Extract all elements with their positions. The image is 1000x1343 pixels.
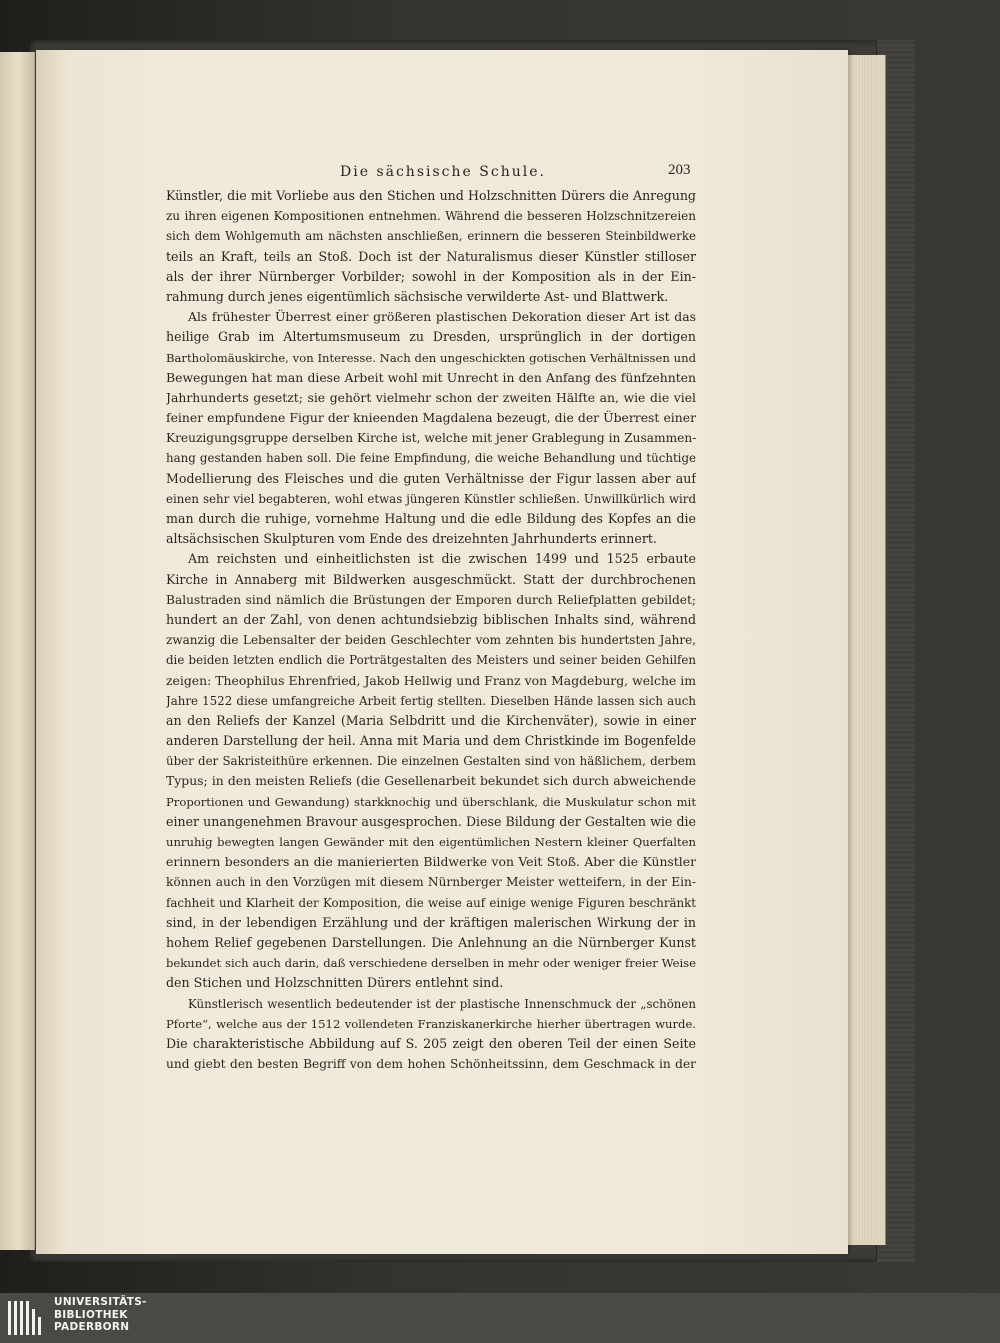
text-line: als der ihrer Nürnberger Vorbilder; sowohl in der Komposition als in der Ein- — [166, 268, 696, 284]
library-logo-text — [54, 1296, 147, 1334]
text-line: über der Sakristeithüre erkennen. Die einzelnen Gestalten sind von häßlichem, derbem — [166, 754, 696, 769]
text-line: den Stichen und Holzschnitten Dürers entlehnt sind. — [166, 975, 504, 991]
text-line: zeigen: Theophilus Ehrenfried, Jakob Hellwig und Franz von Magdeburg, welche im — [166, 672, 696, 688]
text-line: Die charakteristische Abbildung auf S. 205 zeigt den oberen Teil der einen Seite — [166, 1035, 696, 1051]
logo-line: BIBLIOTHEK — [54, 1308, 128, 1321]
text-line: an den Reliefs der Kanzel (Maria Selbdritt und die Kirchenväter), sowie in einer — [166, 712, 696, 728]
text-line: erinnern besonders an die manierierten Bildwerke von Veit Stoß. Aber die Künstler — [166, 854, 696, 870]
text-line: sich dem Wohlgemuth am nächsten anschließen, erinnern die besseren Steinbildwerke — [166, 229, 696, 244]
text-line: Künstler, die mit Vorliebe aus den Stichen und Holzschnitten Dürers die Anregung — [166, 188, 696, 203]
text-line: fachheit und Klarheit der Komposition, die weise auf einige wenige Figuren beschränkt — [166, 895, 696, 910]
text-line: Modellierung des Fleisches und die guten Verhältnisse der Figur lassen aber auf — [166, 470, 696, 486]
text-line: anderen Darstellung der heil. Anna mit Maria und dem Christkinde im Bogenfelde — [166, 733, 696, 749]
text-line: Pforte“, welche aus der 1512 vollendeten Franziskanerkirche hierher übertragen wurde. — [166, 1016, 696, 1031]
footer-bar — [0, 1293, 1000, 1343]
library-logo-icon — [6, 1297, 48, 1339]
text-line: zwanzig die Lebensalter der beiden Geschlechter vom zehnten bis hundertsten Jahre, — [166, 633, 696, 648]
text-line: die beiden letzten endlich die Porträtgestalten des Meisters und seiner beiden Gehilfen — [166, 653, 696, 668]
text-line: hang gestanden haben soll. Die feine Empfindung, die weiche Behandlung und tüchtige — [166, 451, 696, 466]
text-line: hundert an der Zahl, von denen achtundsiebzig biblischen Inhalts sind, während — [166, 611, 696, 627]
text-line: Typus; in den meisten Reliefs (die Gesellenarbeit bekundet sich durch abweichende — [166, 773, 696, 789]
logo-line: PADERBORN — [54, 1321, 130, 1333]
text-line: hohem Relief gegebenen Darstellungen. Die Anlehnung an die Nürnberger Kunst — [166, 934, 696, 950]
text-line: Jahre 1522 diese umfangreiche Arbeit fertig stellten. Dieselben Hände lassen sich auch — [166, 693, 696, 708]
logo-line: UNIVERSITÄTS- — [54, 1296, 147, 1308]
page-stack-edge — [848, 55, 886, 1245]
text-line: rahmung durch jenes eigentümlich sächsische verwilderte Ast- und Blattwerk. — [166, 288, 669, 304]
text-line: Jahrhunderts gesetzt; sie gehört vielmehr schon der zweiten Hälfte an, wie die viel — [166, 389, 696, 405]
text-line: altsächsischen Skulpturen vom Ende des dreizehnten Jahrhunderts erinnert. — [166, 531, 657, 547]
page-number: 203 — [668, 162, 691, 178]
text-line: unruhig bewegten langen Gewänder mit den eigentümlichen Nestern kleiner Querfalten — [166, 835, 696, 849]
body-text — [166, 186, 696, 1074]
running-head: Die sächsische Schule. — [340, 164, 546, 180]
text-line: können auch in den Vorzügen mit diesem Nürnberger Meister wetteifern, in der Ein- — [166, 875, 696, 890]
text-line: zu ihren eigenen Kompositionen entnehmen. Während die besseren Holzschnitzereien — [166, 209, 696, 224]
text-line: teils an Kraft, teils an Stoß. Doch ist der Naturalismus dieser Künstler stilloser — [166, 248, 696, 264]
text-line: einen sehr viel begabteren, wohl etwas jüngeren Künstler schließen. Unwillkürlich wird — [166, 491, 696, 506]
text-line: Bartholomäuskirche, von Interesse. Nach den ungeschickten gotischen Verhältnissen und — [166, 350, 696, 365]
text-line: heilige Grab im Altertumsmuseum zu Dresden, ursprünglich in der dortigen — [166, 329, 696, 345]
text-line: Kreuzigungsgruppe derselben Kirche ist, welche mit jener Grablegung in Zusammen- — [166, 431, 696, 446]
text-line: Bewegungen hat man diese Arbeit wohl mit Unrecht in den Anfang des fünfzehnten — [166, 369, 696, 385]
text-line: bekundet sich auch darin, daß verschiedene derselben in mehr oder weniger freier Weise — [166, 956, 696, 971]
text-line: sind, in der lebendigen Erzählung und der kräftigen malerischen Wirkung der in — [166, 914, 696, 930]
paragraph-start-line: Künstlerisch wesentlich bedeutender ist der plastische Innenschmuck der „schönen — [188, 996, 696, 1011]
text-line: einer unangenehmen Bravour ausgesprochen. Diese Bildung der Gestalten wie die — [166, 813, 696, 829]
text-line: Kirche in Annaberg mit Bildwerken ausgeschmückt. Statt der durchbrochenen — [166, 571, 696, 587]
text-line: man durch die ruhige, vornehme Haltung und die edle Bildung des Kopfes an die — [166, 511, 696, 526]
paragraph-start-line: Als frühester Überrest einer größeren plastischen Dekoration dieser Art ist das — [188, 309, 696, 325]
text-line: Proportionen und Gewandung) starkknochig und überschlank, die Muskulatur schon mit — [166, 794, 696, 809]
text-line: und giebt den besten Begriff von dem hohen Schönheitssinn, dem Geschmack in der — [166, 1057, 696, 1072]
text-line: feiner empfundene Figur der knieenden Magdalena bezeugt, die der Überrest einer — [166, 410, 696, 426]
text-line: Balustraden sind nämlich die Brüstungen der Emporen durch Reliefplatten gebildet; — [166, 592, 696, 607]
left-page-edge — [0, 52, 35, 1250]
paragraph-start-line: Am reichsten und einheitlichsten ist die zwischen 1499 und 1525 erbaute — [188, 551, 696, 567]
